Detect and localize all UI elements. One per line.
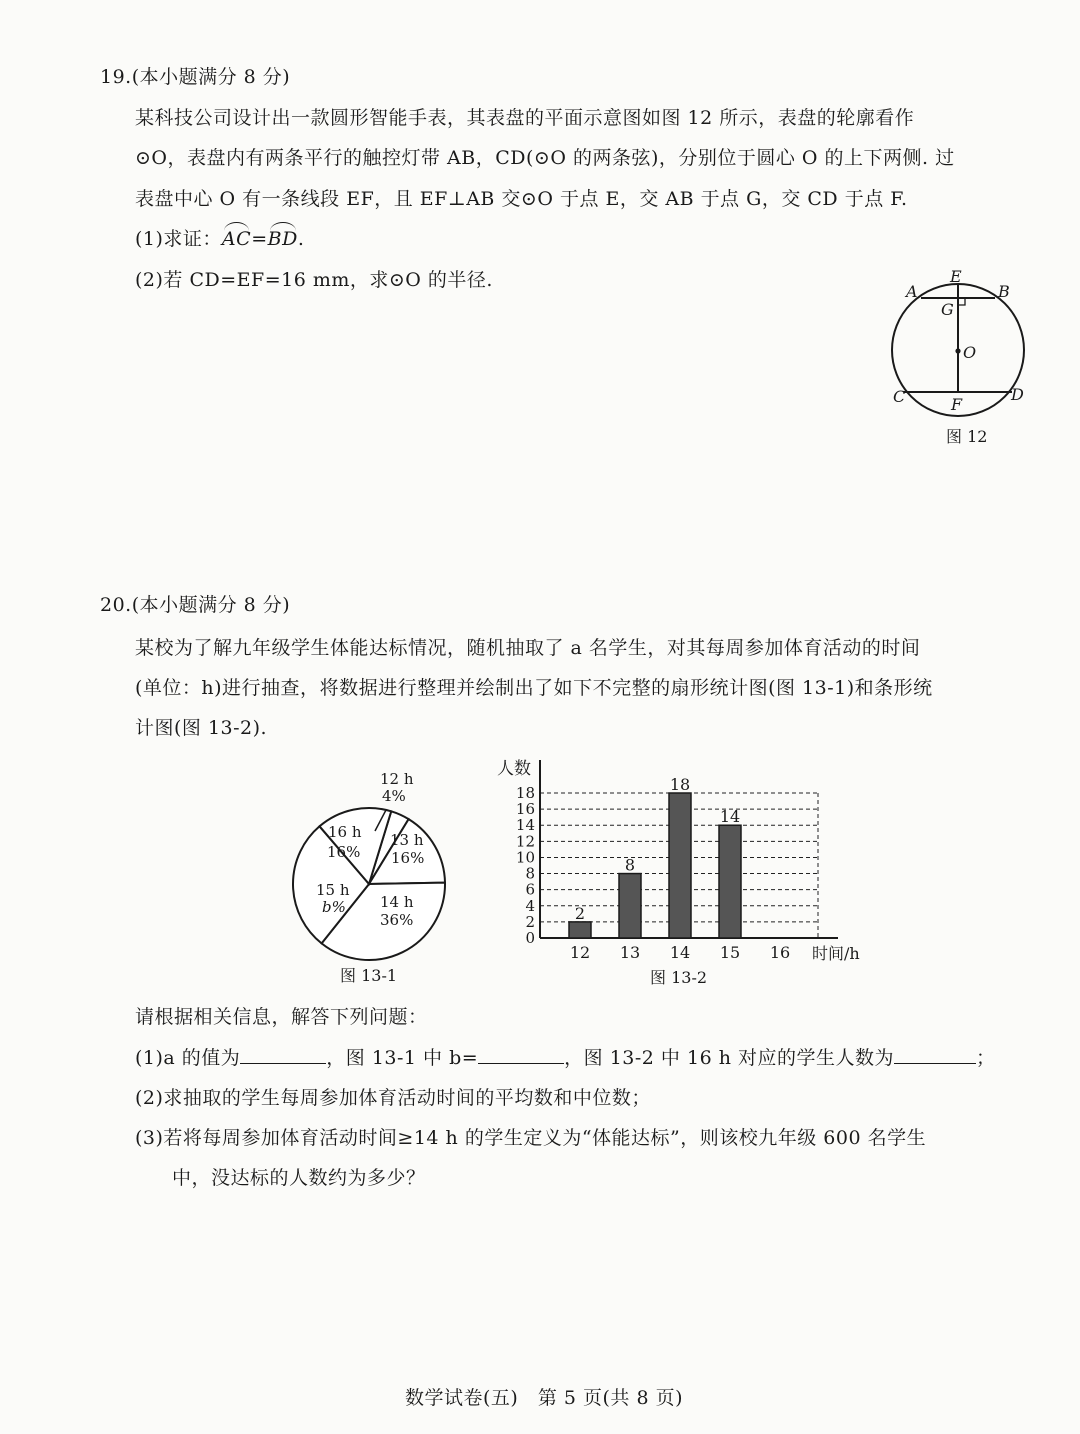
q20-line2: (单位：h)进行抽查，将数据进行整理并绘制出了如下不完整的扇形统计图(图 13-1)和条形统 bbox=[135, 677, 933, 699]
arc-mark bbox=[270, 222, 296, 231]
pie-label-15h: 15 h bbox=[316, 881, 350, 899]
caption-fig13-2: 图 13-2 bbox=[650, 968, 708, 987]
pie-chart bbox=[285, 760, 465, 990]
right-angle-mark bbox=[958, 298, 965, 305]
sub1-text-d: ； bbox=[975, 1047, 996, 1069]
caption-fig13-1: 图 13-1 bbox=[340, 966, 398, 985]
bar-label-14: 18 bbox=[669, 775, 691, 794]
bar-label-15: 14 bbox=[719, 807, 741, 827]
y-tick-0: 0 bbox=[525, 929, 535, 947]
pie-pct-12h: 4% bbox=[382, 787, 406, 805]
pie-label-16h: 16 h bbox=[328, 823, 362, 841]
bar-12 bbox=[569, 922, 591, 938]
pie-label-13h: 13 h bbox=[390, 831, 424, 849]
page-footer: 数学试卷(五) 第 5 页(共 8 页) bbox=[405, 1387, 683, 1409]
blank-a-value[interactable] bbox=[240, 1045, 326, 1064]
x-tick-16: 16 bbox=[769, 943, 791, 962]
q19-part1-prefix: (1)求证： bbox=[135, 228, 222, 250]
label-e: E bbox=[950, 267, 962, 286]
q20-sub1 bbox=[135, 1045, 996, 1070]
y-tick-14: 14 bbox=[515, 816, 535, 835]
center-dot bbox=[955, 348, 960, 353]
q19-line3: 表盘中心 O 有一条线段 EF，且 EF⊥AB 交⊙O 于点 E，交 AB 于点 G，交 CD 于点 F. bbox=[135, 188, 908, 210]
arc-ac bbox=[222, 228, 251, 250]
sub1-text-a: (1)a 的值为 bbox=[135, 1047, 241, 1069]
y-tick-8: 8 bbox=[525, 864, 535, 883]
pie-pct-15h: b% bbox=[322, 898, 346, 916]
q19-heading: 19.(本小题满分 8 分) bbox=[100, 66, 291, 88]
caption-fig12: 图 12 bbox=[946, 427, 988, 446]
pie-pct-13h: 16% bbox=[391, 849, 425, 867]
arc-bd bbox=[268, 228, 298, 250]
label-a: A bbox=[906, 282, 918, 301]
q19-part2: (2)若 CD=EF=16 mm，求⊙O 的半径. bbox=[135, 269, 493, 291]
bar-label-13: 8 bbox=[624, 855, 636, 875]
blank-b-value[interactable] bbox=[478, 1045, 564, 1064]
y-axis-label: 人数 bbox=[497, 759, 531, 779]
x-axis-label: 时间/h bbox=[812, 944, 860, 963]
x-tick-12: 12 bbox=[569, 943, 591, 962]
pie-pct-14h: 36% bbox=[380, 911, 414, 929]
label-d: D bbox=[1011, 385, 1024, 404]
pie-pct-16h: 16% bbox=[327, 843, 361, 861]
q20-line1: 某校为了解九年级学生体能达标情况，随机抽取了 a 名学生，对其每周参加体育活动的时间 bbox=[135, 637, 921, 659]
bar-label-12: 2 bbox=[574, 903, 586, 923]
bar-15 bbox=[719, 825, 741, 938]
q19-line1: 某科技公司设计出一款圆形智能手表，其表盘的平面示意图如图 12 所示，表盘的轮廓看作 bbox=[135, 107, 915, 129]
label-o: O bbox=[963, 343, 977, 362]
q20-sub3-line1: (3)若将每周参加体育活动时间≥14 h 的学生定义为“体能达标”，则该校九年级 600 名学生 bbox=[135, 1127, 927, 1149]
arc-mark bbox=[224, 222, 249, 231]
blank-16h-count[interactable] bbox=[894, 1045, 976, 1064]
sub1-text-c: ，图 13-2 中 16 h 对应的学生人数为 bbox=[564, 1047, 894, 1069]
arc-bd-label: BD bbox=[267, 228, 298, 250]
label-c: C bbox=[893, 387, 906, 406]
x-tick-14: 14 bbox=[669, 943, 691, 962]
q20-ask: 请根据相关信息，解答下列问题： bbox=[135, 1006, 428, 1028]
y-tick-10: 10 bbox=[515, 848, 535, 867]
equals-sign: = bbox=[251, 228, 268, 250]
arc-ac-label: AC bbox=[221, 228, 252, 250]
bar-14 bbox=[669, 793, 691, 938]
q20-line3: 计图(图 13-2). bbox=[135, 717, 268, 739]
y-tick-6: 6 bbox=[525, 880, 535, 899]
sub1-text-b: ，图 13-1 中 b= bbox=[326, 1047, 479, 1069]
label-f: F bbox=[951, 395, 963, 414]
period: . bbox=[297, 228, 305, 250]
q20-heading: 20.(本小题满分 8 分) bbox=[100, 594, 291, 616]
label-b: B bbox=[998, 282, 1010, 301]
pie-label-14h: 14 h bbox=[380, 893, 414, 911]
q19-line2: ⊙O，表盘内有两条平行的触控灯带 AB，CD(⊙O 的两条弦)，分别位于圆心 O 的上下两侧. 过 bbox=[135, 147, 955, 169]
y-tick-18: 18 bbox=[515, 784, 535, 802]
y-tick-12: 12 bbox=[515, 832, 535, 851]
y-tick-16: 16 bbox=[515, 800, 535, 819]
q20-sub2: (2)求抽取的学生每周参加体育活动时间的平均数和中位数； bbox=[135, 1087, 651, 1109]
y-tick-4: 4 bbox=[525, 896, 535, 915]
figure-12 bbox=[888, 268, 1028, 448]
bar-13 bbox=[619, 874, 641, 938]
bar-chart bbox=[490, 755, 880, 990]
y-tick-2: 2 bbox=[525, 912, 535, 931]
q19-part1 bbox=[135, 227, 304, 251]
x-tick-13: 13 bbox=[619, 943, 641, 962]
pie-label-12h: 12 h bbox=[380, 770, 414, 788]
label-g: G bbox=[941, 300, 954, 319]
x-tick-15: 15 bbox=[719, 943, 741, 962]
q20-sub3-line2: 中，没达标的人数约为多少？ bbox=[172, 1167, 426, 1189]
